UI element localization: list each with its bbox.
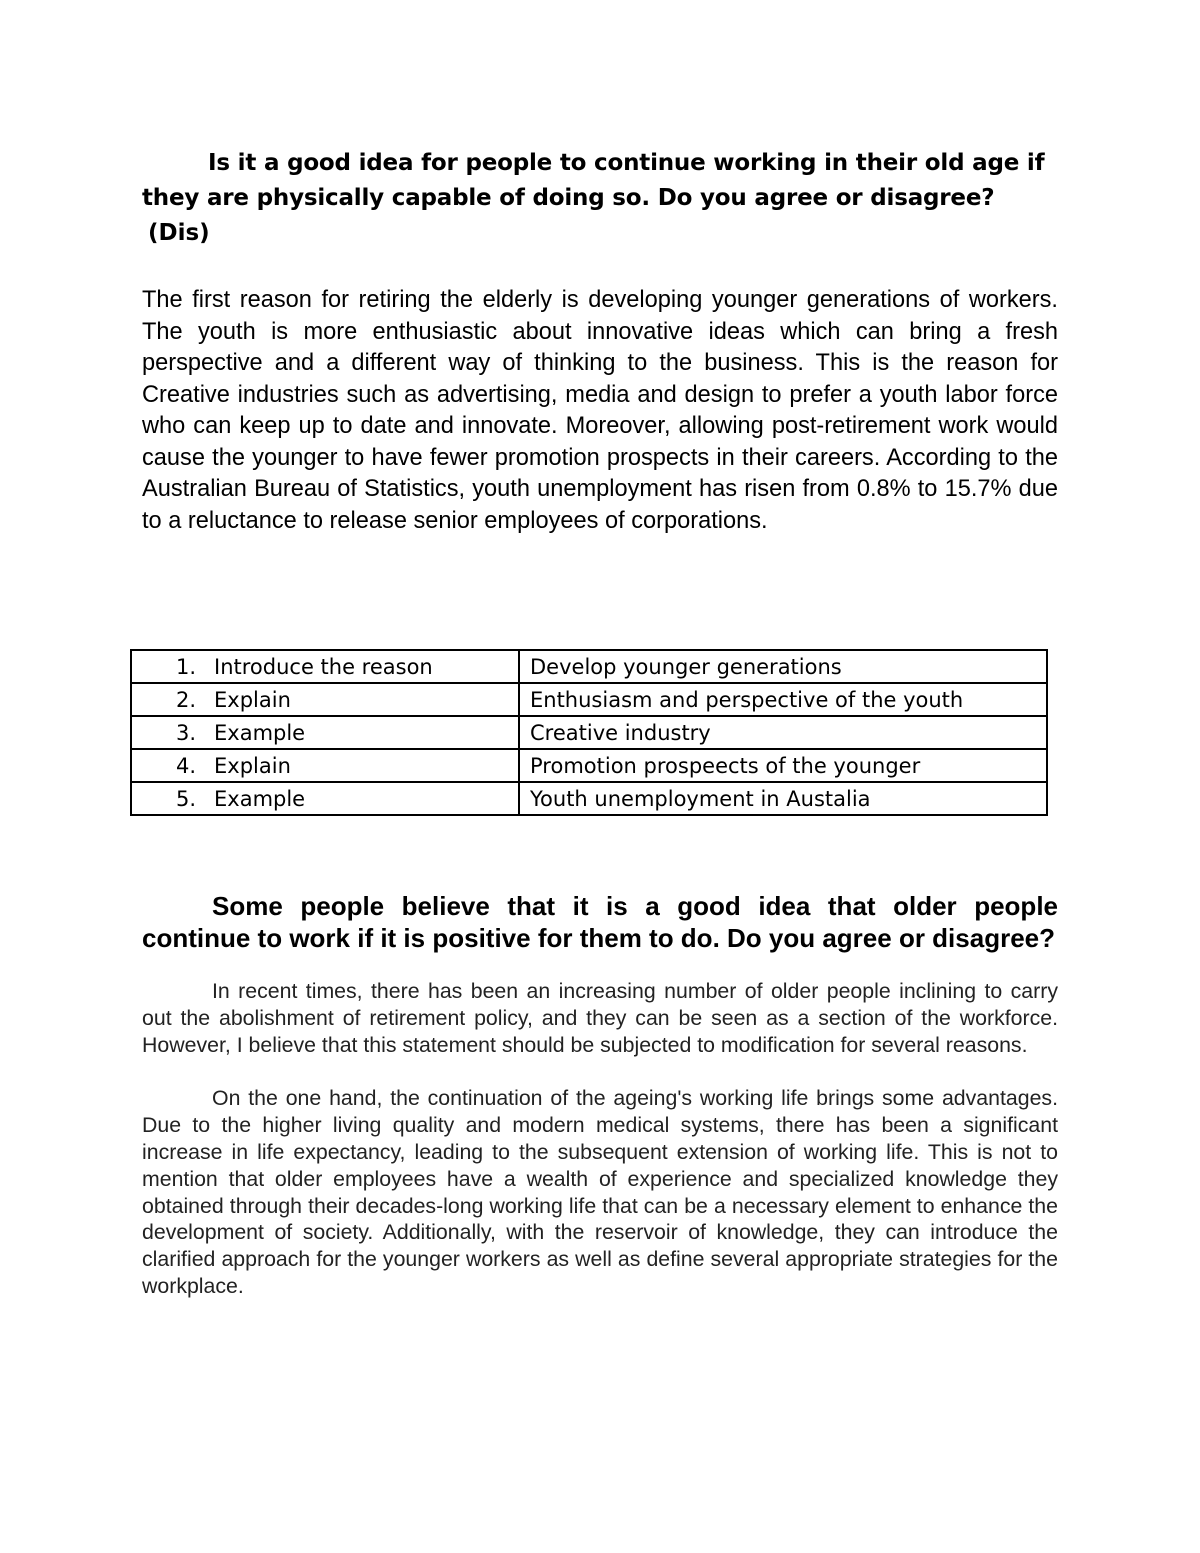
essay-question-2: Some people believe that it is a good idea that older people continue to work if it is positive for them to do. Do you agree or disagree? bbox=[142, 891, 1058, 953]
body-paragraph-2: On the one hand, the continuation of the ageing's working life brings some advantages. Due to the higher living quality and modern medical systems, there has been a significant increase in life expectancy, leading to the subsequent extension of working life. This is not to mention that older employees have a wealth of experience and specialized knowledge they obtained through their decades-long working life that can be a necessary element to enhance the development of society. Additionally, with the reservoir of knowledge, they can introduce the clarified approach for the younger workers as well as define several appropriate strategies for the workplace. bbox=[142, 1086, 1058, 1298]
table-row bbox=[131, 650, 1047, 683]
stance-tag: (Dis) bbox=[148, 220, 210, 246]
step-label: Introduce the reason bbox=[214, 654, 433, 679]
step-label: Example bbox=[214, 786, 306, 811]
step-label: Explain bbox=[214, 753, 291, 778]
table-row bbox=[131, 749, 1047, 782]
essay-question-1: Is it a good idea for people to continue working in their old age if they are physically capable of doing so. Do you agree or disagree? bbox=[142, 150, 1045, 211]
table-cell-step bbox=[131, 749, 519, 782]
table-cell-content: Promotion prospeects of the younger bbox=[519, 749, 1047, 782]
table-cell-step bbox=[131, 782, 519, 815]
step-number: 2. bbox=[176, 687, 197, 712]
step-number: 5. bbox=[176, 786, 197, 811]
outline-table bbox=[130, 649, 1048, 816]
step-label: Explain bbox=[214, 687, 291, 712]
table-cell-content: Creative industry bbox=[519, 716, 1047, 749]
step-number: 1. bbox=[176, 654, 197, 679]
table-cell-step bbox=[131, 650, 519, 683]
intro-paragraph: In recent times, there has been an increasing number of older people inclining to carry out the abolishment of retirement policy, and they can be seen as a section of the workforce. However, I believe that this statement should be subjected to modification for several reasons. bbox=[142, 979, 1058, 1057]
table-cell-step bbox=[131, 716, 519, 749]
table-cell-content: Enthusiasm and perspective of the youth bbox=[519, 683, 1047, 716]
body-paragraph-1: The first reason for retiring the elderly is developing younger generations of workers. The youth is more enthusiastic about innovative ideas which can bring a fresh perspective and a different way of thinking to the business. This is the reason for Creative industries such as advertising, media and design to prefer a youth labor force who can keep up to date and innovate. Moreover, allowing post-retirement work would cause the younger to have fewer promotion prospects in their careers. According to the Australian Bureau of Statistics, youth unemployment has risen from 0.8% to 15.7% due to a reluctance to release senior employees of corporations. bbox=[142, 287, 1058, 534]
table-cell-step bbox=[131, 683, 519, 716]
step-number: 3. bbox=[176, 720, 197, 745]
step-number: 4. bbox=[176, 753, 197, 778]
table-row bbox=[131, 782, 1047, 815]
table-cell-content: Develop younger generations bbox=[519, 650, 1047, 683]
document-page bbox=[142, 140, 1058, 1300]
table-cell-content: Youth unemployment in Austalia bbox=[519, 782, 1047, 815]
table-row bbox=[131, 683, 1047, 716]
table-row bbox=[131, 716, 1047, 749]
step-label: Example bbox=[214, 720, 306, 745]
